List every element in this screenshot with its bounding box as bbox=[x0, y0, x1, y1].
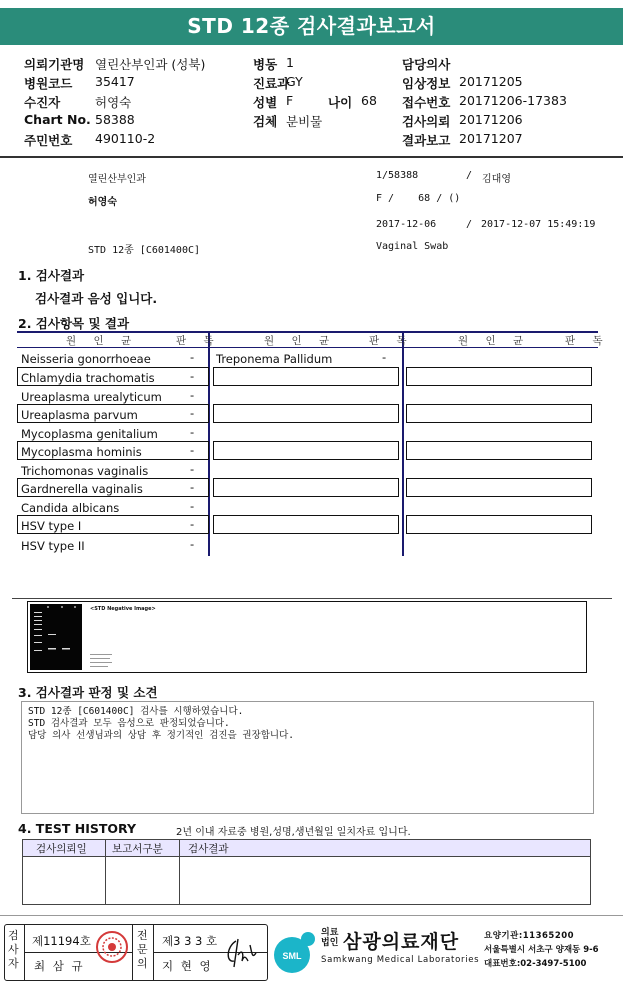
patient-value: 허영숙 bbox=[95, 95, 132, 110]
sex-value: F bbox=[286, 93, 294, 108]
sub-date1: 2017-12-06 bbox=[376, 219, 437, 230]
examiner-name: 최 삼 규 bbox=[34, 959, 85, 973]
result-row: - bbox=[190, 537, 195, 551]
info-row-3 bbox=[0, 93, 623, 112]
organism-row: Neisseria gonorrhoeae bbox=[21, 352, 151, 366]
sub-chart: 1/58388 bbox=[376, 170, 419, 181]
history-col-divider-1 bbox=[105, 839, 106, 905]
sub-date2: 2017-12-07 15:49:19 bbox=[481, 219, 596, 230]
info-row-2 bbox=[0, 74, 623, 93]
org-type bbox=[321, 928, 338, 948]
org-code: 요양기관:11365200 bbox=[484, 931, 575, 941]
footer-divider bbox=[0, 915, 623, 916]
section1-text: 검사결과 음성 입니다. bbox=[35, 291, 158, 306]
result-row: - bbox=[190, 388, 195, 402]
history-col-result: 검사결과 bbox=[188, 843, 229, 855]
opinion-line: STD 검사결과 모두 음성으로 판정되었습니다. bbox=[28, 718, 230, 729]
report-value: 20171207 bbox=[459, 131, 523, 146]
org-type-line2: 법인 bbox=[321, 938, 339, 948]
empty-row-frame bbox=[406, 478, 592, 497]
code-label: 병원코드 bbox=[24, 76, 73, 91]
org-type-line1: 의료 bbox=[321, 928, 339, 938]
specimen-label: 검체 bbox=[253, 114, 278, 129]
opinion-line: STD 12종 [C601400C] 검사를 시행하였습니다. bbox=[28, 706, 244, 717]
sub-doctor: 김대영 bbox=[482, 174, 511, 185]
sub-hospital: 열린산부인과 bbox=[88, 174, 146, 185]
code-value: 35417 bbox=[95, 74, 135, 89]
rrn-label: 주민번호 bbox=[24, 133, 73, 148]
request-value: 20171206 bbox=[459, 112, 523, 127]
organism-row: Gardnerella vaginalis bbox=[21, 482, 143, 496]
section4-note: 2년 이내 자료중 병원,성명,생년월일 일치자료 입니다. bbox=[176, 827, 411, 838]
result-row: - bbox=[190, 480, 195, 494]
org-english-name: Samkwang Medical Laboratories bbox=[321, 955, 480, 965]
organism-row: Trichomonas vaginalis bbox=[21, 464, 149, 478]
empty-row-frame bbox=[406, 515, 592, 534]
section3-title: 3. 검사결과 판정 및 소견 bbox=[18, 685, 158, 700]
dept-value: GY bbox=[286, 74, 303, 89]
organism-row: Ureaplasma parvum bbox=[21, 408, 138, 422]
chart-label: Chart No. bbox=[24, 112, 91, 127]
sex-label: 성별 bbox=[253, 95, 278, 110]
request-label: 검사의뢰 bbox=[402, 114, 451, 129]
ward-label: 병동 bbox=[253, 57, 278, 72]
reginfo-value: 20171205 bbox=[459, 74, 523, 89]
gel-caption: <STD Negative Image> bbox=[90, 606, 156, 612]
col1-result-header: 판 독 bbox=[176, 335, 221, 347]
history-col-report-type: 보고서구분 bbox=[112, 843, 163, 855]
info-row-4 bbox=[0, 112, 623, 131]
table-col-divider-2 bbox=[402, 331, 404, 556]
report-label: 결과보고 bbox=[402, 133, 451, 148]
result-row: - bbox=[190, 369, 195, 383]
col2-organism-header: 원 인 균 bbox=[264, 335, 337, 347]
sml-logo-icon bbox=[272, 927, 318, 975]
info-row-1 bbox=[0, 55, 623, 74]
organism-row: Mycoplasma hominis bbox=[21, 445, 142, 459]
hospital-value: 열린산부인과 (성북) bbox=[95, 57, 206, 72]
chart-value: 58388 bbox=[95, 112, 135, 127]
result-row: - bbox=[190, 462, 195, 476]
sub-sexage: F / 68 / () bbox=[376, 193, 461, 204]
section4-title: 4. TEST HISTORY bbox=[18, 821, 137, 836]
result-row: - bbox=[190, 443, 195, 457]
patient-label: 수진자 bbox=[24, 95, 61, 110]
specimen-value: 분비물 bbox=[286, 114, 323, 129]
rrn-value: 490110-2 bbox=[95, 131, 156, 146]
organism-row: Mycoplasma genitalium bbox=[21, 427, 158, 441]
specialist-name: 지 현 영 bbox=[162, 959, 213, 973]
opinion-line: 담당 의사 선생님과의 상담 후 정기적인 검진을 권장합니다. bbox=[28, 730, 295, 741]
empty-row-frame bbox=[213, 367, 399, 386]
col3-result-header: 판 독 bbox=[565, 335, 610, 347]
age-value: 68 bbox=[361, 93, 377, 108]
empty-row-frame bbox=[406, 441, 592, 460]
gel-legend bbox=[90, 652, 116, 668]
empty-row-frame bbox=[406, 404, 592, 423]
specialist-label: 전문의 bbox=[137, 929, 148, 970]
organism-row: Treponema Pallidum bbox=[216, 352, 333, 366]
sub-specimen: Vaginal Swab bbox=[376, 241, 449, 252]
examiner-license: 제11194호 bbox=[32, 934, 91, 948]
history-col-request-date: 검사의뢰일 bbox=[36, 843, 87, 855]
organism-row: Chlamydia trachomatis bbox=[21, 371, 155, 385]
receipt-label: 접수번호 bbox=[402, 95, 451, 110]
sub-patient: 허영숙 bbox=[88, 197, 117, 208]
section1-title: 1. 검사결과 bbox=[18, 268, 85, 283]
sub-slash-2: / bbox=[466, 219, 473, 230]
report-title: STD 12종 검사결과보고서 bbox=[0, 8, 623, 45]
result-row: - bbox=[190, 350, 195, 364]
result-row: - bbox=[190, 517, 195, 531]
receipt-value: 20171206-17383 bbox=[459, 93, 567, 108]
doctor-label: 담당의사 bbox=[402, 57, 451, 72]
org-name: 삼광의료재단 bbox=[343, 931, 460, 953]
hospital-label: 의뢰기관명 bbox=[24, 57, 85, 72]
examiner-label: 검사자 bbox=[8, 929, 19, 970]
history-table-header bbox=[23, 840, 590, 856]
sub-slash-1: / bbox=[466, 170, 473, 181]
result-row: - bbox=[190, 406, 195, 420]
gel-image bbox=[30, 604, 82, 670]
opinion-box bbox=[21, 701, 594, 814]
sig-div-2 bbox=[132, 924, 133, 981]
reginfo-label: 임상정보 bbox=[402, 76, 451, 91]
history-col-divider-2 bbox=[179, 839, 180, 905]
specialist-license: 제3 3 3 호 bbox=[162, 934, 218, 948]
info-row-5 bbox=[0, 131, 623, 150]
result-row: - bbox=[190, 499, 195, 513]
dept-label: 진료과 bbox=[253, 76, 290, 91]
sub-test: STD 12종 [C601400C] bbox=[88, 245, 201, 256]
section2-title: 2. 검사항목 및 결과 bbox=[18, 316, 130, 331]
age-label: 나이 bbox=[328, 95, 353, 110]
organism-row: HSV type I bbox=[21, 519, 82, 533]
seal-stamp-icon bbox=[95, 930, 129, 964]
col2-result-header: 판 독 bbox=[369, 335, 414, 347]
empty-row-frame bbox=[213, 515, 399, 534]
org-phone: 대표번호:02-3497-5100 bbox=[484, 959, 587, 969]
empty-row-frame bbox=[213, 478, 399, 497]
header-divider bbox=[0, 156, 623, 158]
history-head-line bbox=[22, 856, 591, 857]
organism-row: Ureaplasma urealyticum bbox=[21, 390, 162, 404]
ward-value: 1 bbox=[286, 55, 294, 70]
empty-row-frame bbox=[406, 367, 592, 386]
col3-organism-header: 원 인 균 bbox=[458, 335, 531, 347]
empty-row-frame bbox=[213, 404, 399, 423]
sml-logo-text: SML bbox=[282, 951, 302, 961]
organism-row: Candida albicans bbox=[21, 501, 120, 515]
result-row: - bbox=[382, 350, 387, 364]
result-row: - bbox=[190, 425, 195, 439]
organism-row: HSV type II bbox=[21, 539, 85, 553]
gel-bands-icon bbox=[30, 604, 82, 670]
empty-row-frame bbox=[213, 441, 399, 460]
org-address: 서울특별시 서초구 양재동 9-6 bbox=[484, 945, 599, 955]
col1-organism-header: 원 인 균 bbox=[66, 335, 139, 347]
signature-icon bbox=[222, 935, 262, 971]
